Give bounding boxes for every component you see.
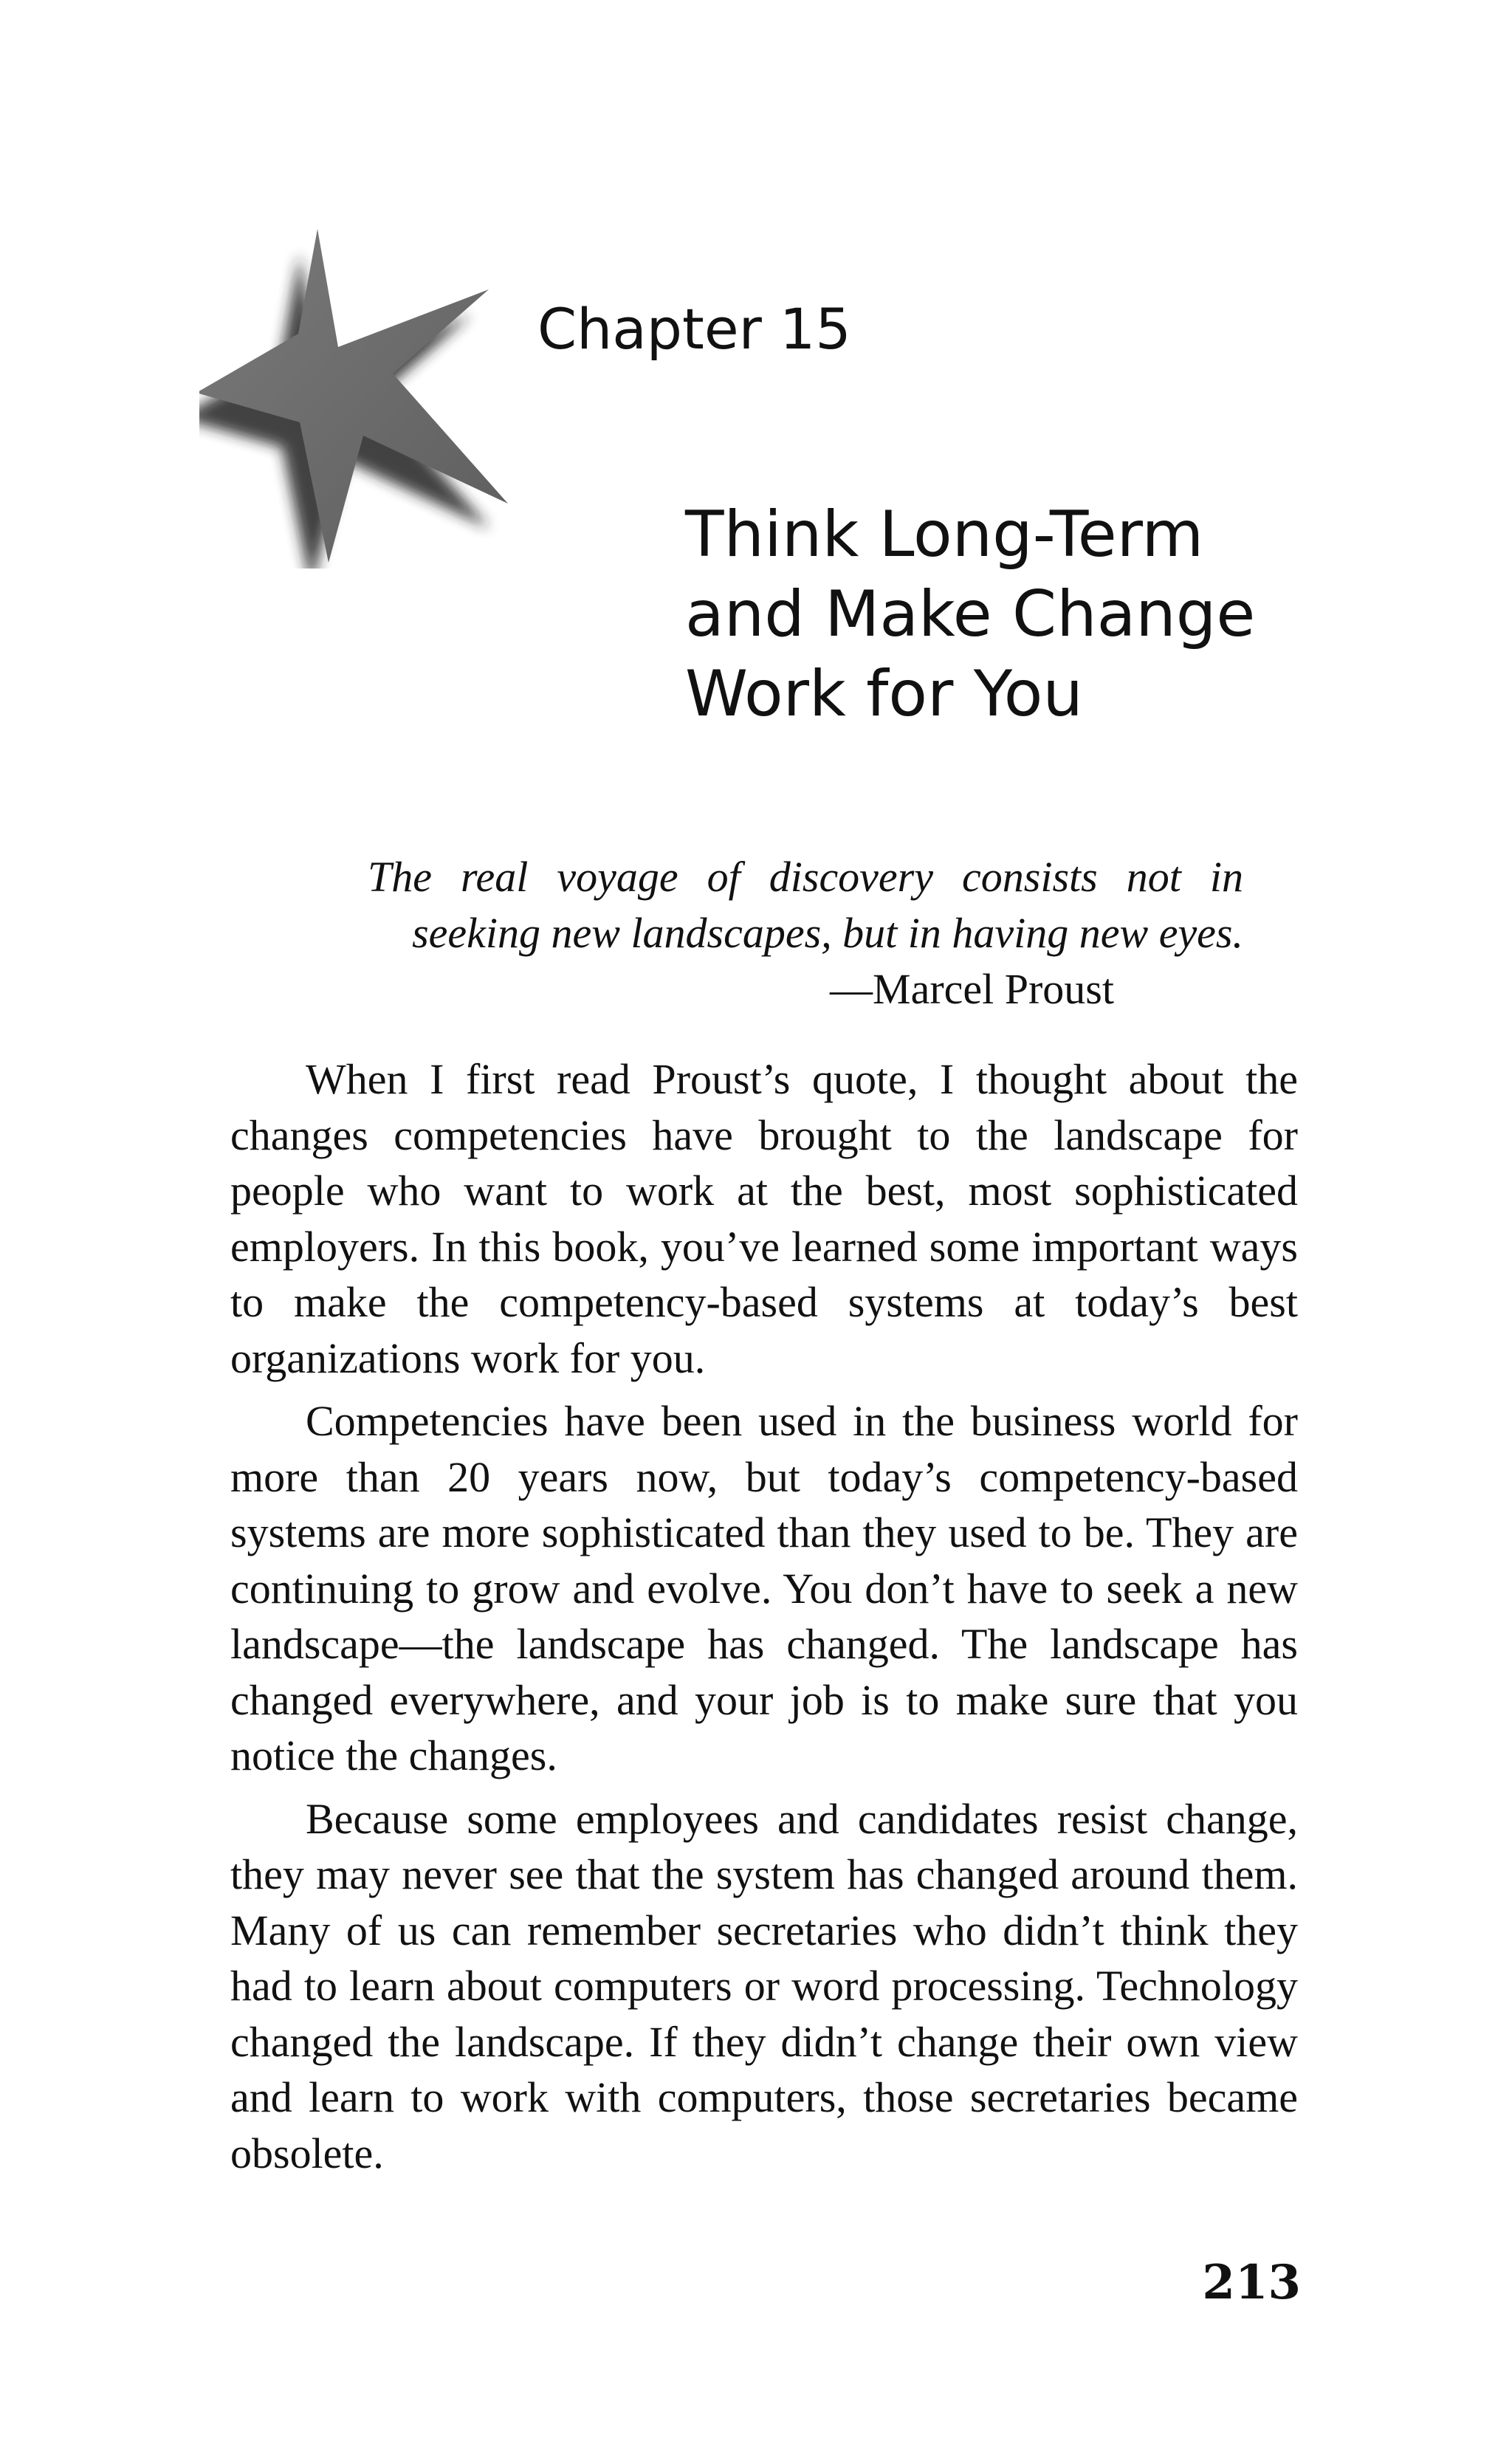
paragraph: Because some employees and candidates resist change, they may never see that the system has changed around them. Many of us can remember secretaries who didn’t think they had to learn about computers or word processing. Technology changed the landscape. If they didn’t change their own view and learn to work with computers, those secretaries became obsolete.	[230, 1794, 1298, 2177]
epigraph-attribution: —Marcel Proust	[830, 965, 1114, 1013]
paragraph: Competencies have been used in the business world for more than 20 years now, but today’s competency-based systems are more sophisticated than they used to be. They are continuing to grow and evolve. You don’t have to seek a new landscape—the landscape has changed. The landscape has changed everywhere, and your job is to make sure that you notice the changes.	[230, 1397, 1298, 1779]
page-number: 213	[1202, 2255, 1301, 2310]
chapter-label: Chapter 15	[537, 296, 851, 362]
chapter-title-line: and Make Change	[685, 577, 1256, 651]
body-text	[230, 1051, 1298, 2188]
paragraph: When I first read Proust’s quote, I thought about the changes competencies have brought to the landscape for people who want to work at the best, most sophisticated employers. In this book, you’ve learned some important ways to make the competency-based systems at today’s best organizations work for you.	[230, 1055, 1298, 1382]
chapter-title-line: Think Long-Term	[685, 498, 1204, 571]
chapter-title-line: Work for You	[685, 657, 1083, 731]
star-icon	[199, 222, 524, 569]
epigraph-quote: The real voyage of discovery consists not in seeking new landscapes, but in having new eyes.	[368, 853, 1243, 957]
epigraph	[275, 849, 1243, 1017]
chapter-title	[685, 495, 1255, 734]
